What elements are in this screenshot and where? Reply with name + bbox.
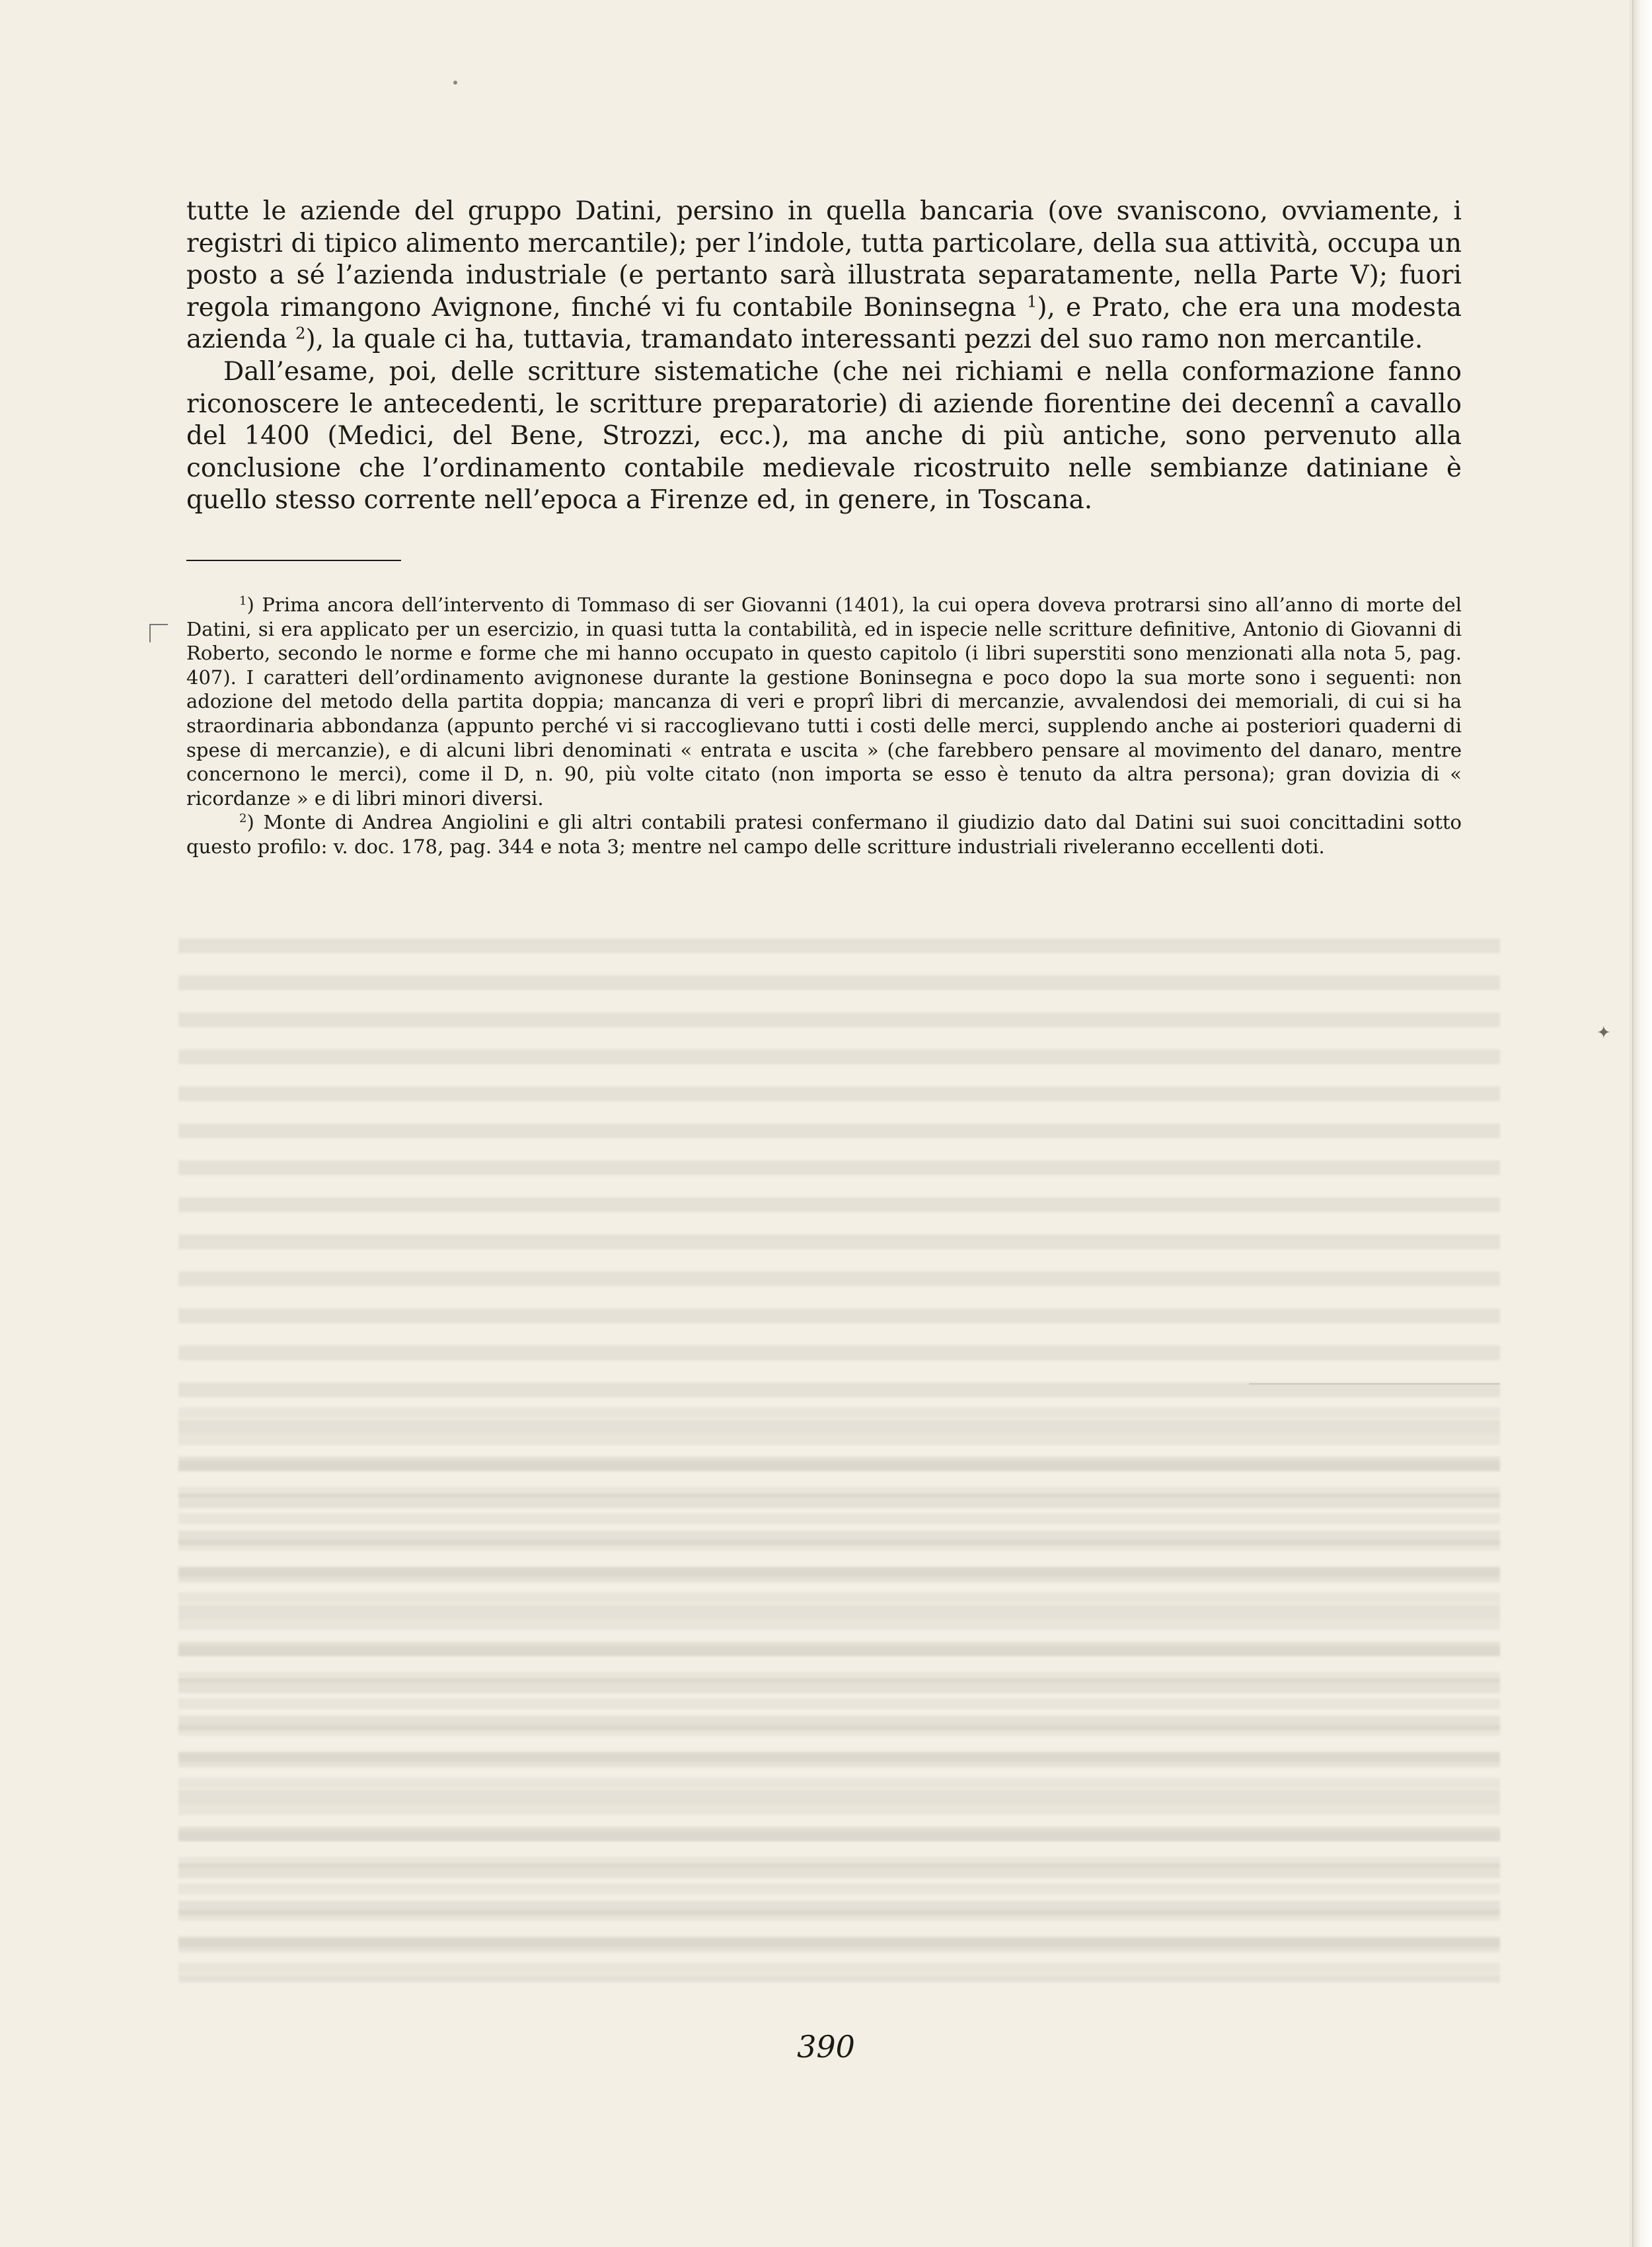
footnote-ref-1[interactable]: 1 [1026,292,1037,311]
corner-mark [149,624,168,642]
footnotes [186,593,1462,859]
page-number: 390 [797,2029,855,2065]
text-block [186,196,1462,858]
margin-mark: ✦ [1596,1023,1611,1043]
footnote-number: 1 [239,594,247,609]
footnote-text: ) Monte di Andrea Angiolini e gli altri contabili pratesi confermano il giudizio dato dal Datini sui suoi concittadini sotto questo profilo: v. doc. 178, pag. 344 e nota 3; mentre nel campo delle scritture industriali riveleranno eccellenti doti. [186,811,1462,858]
footnote-ref-2[interactable]: 2 [295,324,306,344]
footnote-1 [186,593,1462,810]
footnote-2 [186,810,1462,858]
footnote-divider [186,560,401,561]
ink-speck [453,81,457,85]
page-edge [1632,0,1652,2247]
bleed-through-rule [1249,1383,1500,1385]
paragraph-2: Dall’esame, poi, delle scritture sistematiche (che nei richiami e nella conformazione fanno riconoscere le antecedenti, le scritture preparatorie) di aziende fiorentine dei decennî a cavallo del 1400 (Medici, del Bene, Strozzi, ecc.), ma anche di più antiche, sono pervenuto alla conclusione che l’ordinamento contabile medievale ricostruito nelle sembianze datiniane è quello stesso corrente nell’epoca a Firenze ed, in genere, in Toscana. [186,356,1462,515]
paragraph-1: tutte le aziende del gruppo Datini, persino in quella bancaria (ove svaniscono, ovviamente, i registri di tipico alimento mercantile); per l’indole, tutta particolare, della sua attività, occupa un posto a sé l’azienda industriale (e pertanto sarà illustrata separatamente, nella Parte V); fuori regola rimangono Avignone, finché vi fu contabile Boninsegna $^1$), e Prato, che era una modesta azienda $^2$), la quale ci ha, tuttavia, tramandato interessanti pezzi del suo ramo non mercantile. [186,196,1462,355]
bleed-through-notes [178,1408,1500,1989]
main-text [186,196,1462,517]
footnote-number: 2 [239,812,247,826]
footnote-text: ) Prima ancora dell’intervento di Tommaso di ser Giovanni (1401), la cui opera doveva protrarsi sino all’anno di morte del Datini, si era applicato per un esercizio, in quasi tutta la contabilità, ed in ispecie nelle scritture definitive, Antonio di Giovanni di Roberto, secondo le norme e forme che mi hanno occupato in questo capitolo (i libri superstiti sono menzionati alla nota 5, pag. 407). I caratteri dell’ordinamento avignonese durante la gestione Boninsegna e poco dopo la sua morte sono i seguenti: non adozione del metodo della partita doppia; mancanza di veri e proprî libri di mercanzie, avvalendosi dei memoriali, di cui si ha straordinaria abbondanza (appunto perché vi si raccoglievano tutti i costi delle merci, supplendo anche ai posteriori quaderni di spese di mercanzie), e di alcuni libri denominati « entrata e uscita » (che farebbero pensare al movimento del danaro, mentre concernono le merci), come il D, n. 90, più volte citato (non importa se esso è tenuto da altra persona); gran dovizia di « ricordanze » e di libri minori diversi. [186,593,1462,810]
